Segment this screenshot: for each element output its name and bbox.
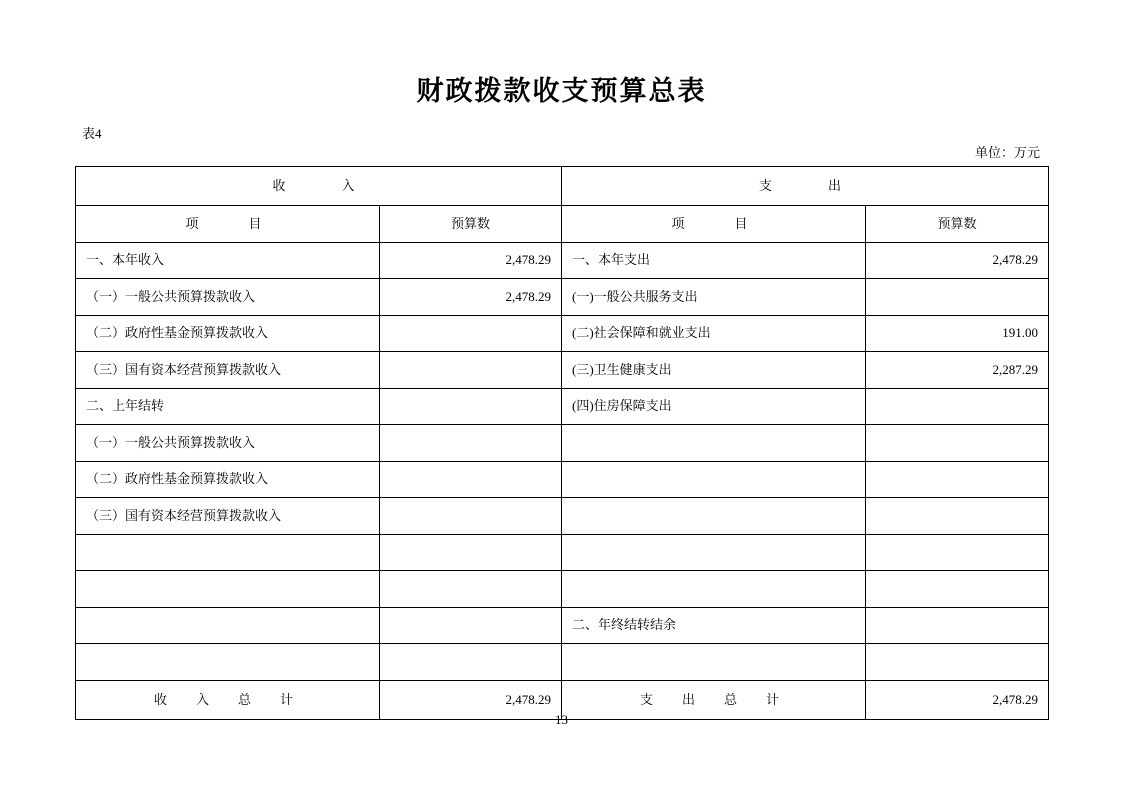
expense-value bbox=[866, 498, 1049, 535]
expense-item: (一)一般公共服务支出 bbox=[562, 279, 866, 316]
expense-total-label: 支 出 总 计 bbox=[562, 680, 866, 719]
expense-item bbox=[562, 461, 866, 498]
table-row bbox=[76, 607, 1049, 644]
table-section-header-row bbox=[76, 167, 1049, 206]
table-row bbox=[76, 498, 1049, 535]
income-item: （三）国有资本经营预算拨款收入 bbox=[76, 352, 380, 389]
income-value bbox=[380, 571, 562, 608]
table-row bbox=[76, 279, 1049, 316]
table-row bbox=[76, 388, 1049, 425]
expense-section-header: 支 出 bbox=[562, 167, 1049, 206]
expense-value bbox=[866, 571, 1049, 608]
income-value bbox=[380, 315, 562, 352]
income-value: 2,478.29 bbox=[380, 242, 562, 279]
income-item bbox=[76, 607, 380, 644]
income-item bbox=[76, 644, 380, 681]
table-row bbox=[76, 461, 1049, 498]
income-value bbox=[380, 461, 562, 498]
expense-value: 191.00 bbox=[866, 315, 1049, 352]
expense-total-value: 2,478.29 bbox=[866, 680, 1049, 719]
income-value bbox=[380, 352, 562, 389]
income-section-header: 收 入 bbox=[76, 167, 562, 206]
expense-value: 2,478.29 bbox=[866, 242, 1049, 279]
income-total-label: 收 入 总 计 bbox=[76, 680, 380, 719]
income-value bbox=[380, 644, 562, 681]
income-total-value: 2,478.29 bbox=[380, 680, 562, 719]
income-value bbox=[380, 425, 562, 462]
income-item-header: 项 目 bbox=[76, 206, 380, 243]
table-row bbox=[76, 534, 1049, 571]
expense-item bbox=[562, 425, 866, 462]
income-item: （一）一般公共预算拨款收入 bbox=[76, 425, 380, 462]
expense-item: (四)住房保障支出 bbox=[562, 388, 866, 425]
page-title: 财政拨款收支预算总表 bbox=[416, 76, 707, 107]
income-budget-header: 预算数 bbox=[380, 206, 562, 243]
income-item bbox=[76, 571, 380, 608]
budget-table bbox=[75, 166, 1049, 720]
income-value bbox=[380, 388, 562, 425]
income-item: （二）政府性基金预算拨款收入 bbox=[76, 461, 380, 498]
expense-value bbox=[866, 279, 1049, 316]
table-row bbox=[76, 425, 1049, 462]
expense-item bbox=[562, 571, 866, 608]
income-value: 2,478.29 bbox=[380, 279, 562, 316]
expense-item: 二、年终结转结余 bbox=[562, 607, 866, 644]
table-row bbox=[76, 315, 1049, 352]
expense-item bbox=[562, 644, 866, 681]
table-label: 表4 bbox=[82, 126, 102, 141]
expense-item bbox=[562, 534, 866, 571]
table-row bbox=[76, 352, 1049, 389]
income-item bbox=[76, 534, 380, 571]
expense-budget-header: 预算数 bbox=[866, 206, 1049, 243]
expense-item bbox=[562, 498, 866, 535]
expense-item: 一、本年支出 bbox=[562, 242, 866, 279]
unit-label: 单位：万元 bbox=[974, 145, 1040, 160]
expense-value bbox=[866, 425, 1049, 462]
table-row bbox=[76, 644, 1049, 681]
expense-value bbox=[866, 388, 1049, 425]
table-column-header-row bbox=[76, 206, 1049, 243]
expense-item-header: 项 目 bbox=[562, 206, 866, 243]
income-item: （三）国有资本经营预算拨款收入 bbox=[76, 498, 380, 535]
expense-value bbox=[866, 461, 1049, 498]
expense-item: (三)卫生健康支出 bbox=[562, 352, 866, 389]
income-value bbox=[380, 534, 562, 571]
income-value bbox=[380, 607, 562, 644]
page-number: 13 bbox=[555, 712, 568, 727]
income-value bbox=[380, 498, 562, 535]
expense-value bbox=[866, 534, 1049, 571]
table-row bbox=[76, 242, 1049, 279]
income-item: 二、上年结转 bbox=[76, 388, 380, 425]
expense-value bbox=[866, 644, 1049, 681]
expense-value: 2,287.29 bbox=[866, 352, 1049, 389]
income-item: 一、本年收入 bbox=[76, 242, 380, 279]
expense-item: (二)社会保障和就业支出 bbox=[562, 315, 866, 352]
income-item: （一）一般公共预算拨款收入 bbox=[76, 279, 380, 316]
expense-value bbox=[866, 607, 1049, 644]
income-item: （二）政府性基金预算拨款收入 bbox=[76, 315, 380, 352]
table-row bbox=[76, 571, 1049, 608]
